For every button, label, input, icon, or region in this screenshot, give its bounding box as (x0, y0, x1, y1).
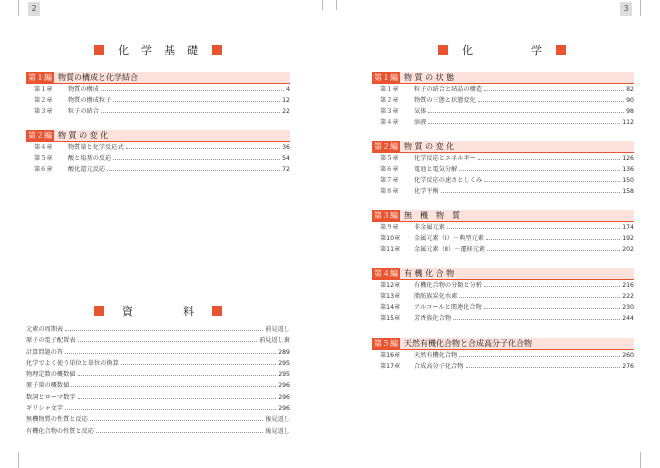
part-header (26, 130, 290, 142)
page-ref: 前見返し裏 (259, 337, 290, 345)
page-ref: 230 (622, 304, 634, 311)
page-ref: 244 (622, 315, 634, 322)
chapter-number: 第２章 (34, 97, 53, 104)
left-heading (94, 42, 222, 58)
toc-row[interactable] (26, 164, 290, 175)
page-ref: 136 (622, 166, 634, 173)
leader-dots (441, 187, 620, 193)
leader-dots (466, 362, 621, 368)
chapter-number: 第７章 (380, 177, 399, 184)
toc-row[interactable] (372, 186, 634, 197)
leader-dots (78, 370, 277, 376)
leader-dots (484, 85, 624, 91)
chapter-title: 溶液 (414, 119, 427, 126)
page-number-left: 2 (28, 2, 40, 16)
part-title: 物 質 の 状 態 (404, 73, 455, 82)
leader-dots (113, 154, 280, 160)
part-tag: 第５編 (374, 339, 398, 348)
part-title: 物 質 の 変 化 (58, 131, 109, 140)
chapter-number: 第17章 (380, 363, 401, 370)
leader-dots (121, 359, 276, 365)
chapter-title: 酸と塩基の反応 (68, 155, 112, 162)
square-bullet-icon (438, 45, 448, 55)
chapter-title: 粒子の結合 (68, 108, 99, 115)
leader-dots (478, 96, 624, 102)
chapter-number: 第11章 (380, 246, 401, 253)
page-ref: 54 (282, 155, 290, 162)
part-tag: 第３編 (374, 211, 398, 220)
leader-dots (428, 118, 620, 124)
chapter-number: 第８章 (380, 188, 399, 195)
chapter-title: 物質量と化学反応式 (68, 144, 124, 151)
heading-char: 基 (164, 44, 175, 57)
right-heading (438, 42, 566, 58)
chapter-title: 有機化合物の分類と分析 (414, 282, 483, 289)
leader-dots (113, 96, 280, 102)
heading-char: 資 (122, 305, 133, 318)
leader-dots (486, 234, 620, 240)
page-ref: 前見返し (265, 326, 290, 333)
chapter-title: 物質の三態と状態変化 (414, 97, 476, 104)
square-bullet-icon (212, 45, 222, 55)
part-header (26, 72, 290, 84)
leader-dots (459, 351, 620, 357)
leader-dots (126, 143, 280, 149)
page-ref: 295 (278, 359, 290, 367)
page-ref: 296 (278, 393, 290, 401)
reference-row[interactable] (26, 335, 290, 346)
toc-row[interactable] (372, 233, 634, 244)
toc-row[interactable] (372, 350, 634, 361)
leader-dots (78, 393, 277, 399)
chapter-number: 第２章 (380, 97, 399, 104)
crop-mark (640, 452, 641, 468)
reference-title: 物理定数の概数値 (26, 371, 76, 379)
page-ref: 295 (278, 371, 290, 379)
chapter-title: 化学平衡 (414, 188, 439, 195)
chapter-title: 天然有機化合物 (414, 352, 458, 359)
chapter-title: 物質の構成 (68, 86, 99, 93)
chapter-title: 電池と電気分解 (414, 166, 458, 173)
reference-list (26, 324, 290, 437)
reference-title: 無機物質の性質と反応 (26, 416, 88, 424)
chapter-number: 第16章 (380, 352, 401, 359)
square-bullet-icon (94, 306, 104, 316)
left-part-1 (26, 72, 290, 117)
reference-row[interactable] (26, 403, 290, 414)
reference-title: 数詞とローマ数字 (26, 393, 76, 401)
part-header (372, 210, 634, 222)
right-part-2 (372, 141, 634, 197)
page-number-right: 3 (620, 2, 632, 16)
chapter-number: 第４章 (380, 119, 399, 126)
toc-row[interactable] (26, 95, 290, 106)
toc-row[interactable] (372, 117, 634, 128)
leader-dots (101, 85, 284, 91)
reference-row[interactable] (26, 426, 290, 437)
chapter-title: 粒子の結合と結晶の構造 (414, 86, 483, 93)
chapter-number: 第４章 (34, 144, 53, 151)
reference-heading (94, 303, 222, 319)
part-header (372, 268, 634, 280)
toc-row[interactable] (372, 153, 634, 164)
toc-row[interactable] (372, 95, 634, 106)
right-part-5 (372, 338, 634, 372)
page-ref: 276 (622, 363, 634, 370)
reference-title: 元素の周期表 (26, 326, 64, 333)
heading-char: 学 (531, 44, 542, 57)
chapter-title: 金属元素（Ⅰ）－典型元素 (414, 235, 484, 242)
chapter-number: 第５章 (34, 155, 53, 162)
leader-dots (71, 381, 276, 387)
chapter-number: 第１章 (34, 86, 53, 93)
toc-row[interactable] (372, 280, 634, 291)
chapter-title: 物質の構成粒子 (68, 97, 112, 104)
page-ref: 260 (622, 352, 634, 359)
leader-dots (96, 427, 263, 433)
toc-row[interactable] (26, 84, 290, 95)
page-ref: 289 (278, 348, 290, 356)
right-part-4 (372, 268, 634, 324)
leader-dots (78, 336, 258, 342)
page-ref: 後見返し (265, 427, 290, 435)
page-ref: 22 (282, 108, 290, 115)
leader-dots (484, 176, 620, 182)
part-tag: 第１編 (374, 73, 398, 82)
part-tag: 第２編 (28, 131, 52, 140)
left-part-2 (26, 130, 290, 175)
leader-dots (447, 223, 620, 229)
chapter-title: 非金属元素 (414, 224, 445, 231)
chapter-number: 第３章 (34, 108, 53, 115)
chapter-number: 第15章 (380, 315, 401, 322)
page-ref: 4 (286, 86, 290, 93)
chapter-number: 第13章 (380, 293, 401, 300)
part-title: 有 機 化 合 物 (404, 269, 455, 278)
reference-title: 原子量の概数値 (26, 382, 70, 390)
leader-dots (459, 292, 620, 298)
page-ref: 12 (282, 97, 290, 104)
toc-row[interactable] (372, 313, 634, 324)
part-title: 天然有機化合物と合成高分子化合物 (404, 339, 532, 348)
toc-row[interactable] (26, 142, 290, 153)
leader-dots (484, 281, 620, 287)
page-ref: 90 (626, 97, 634, 104)
reference-row[interactable] (26, 324, 290, 335)
crop-mark (18, 452, 19, 468)
toc-row[interactable] (372, 302, 634, 313)
reference-title: 原子の電子配置表 (26, 337, 76, 345)
page-ref: 158 (622, 188, 634, 195)
leader-dots (484, 303, 620, 309)
leader-dots (101, 107, 280, 113)
toc-row[interactable] (372, 175, 634, 186)
leader-dots (478, 154, 620, 160)
page-ref: 192 (622, 235, 634, 242)
part-title: 物 質 の 変 化 (404, 142, 455, 151)
reference-row[interactable] (26, 347, 290, 358)
toc-row[interactable] (372, 222, 634, 233)
chapter-number: 第14章 (380, 304, 401, 311)
page-ref: 72 (282, 166, 290, 173)
right-part-1 (372, 72, 634, 128)
reference-row[interactable] (26, 358, 290, 369)
page-ref: 222 (622, 293, 634, 300)
part-header (372, 72, 634, 84)
chapter-title: 気体 (414, 108, 427, 115)
page-ref: 296 (278, 382, 290, 390)
page-ref: 36 (282, 144, 290, 151)
reference-row[interactable] (26, 369, 290, 380)
reference-row[interactable] (26, 414, 290, 425)
chapter-title: 合成高分子化合物 (414, 363, 464, 370)
page-ref: 112 (622, 119, 634, 126)
crop-mark (640, 0, 641, 16)
leader-dots (65, 325, 263, 331)
leader-dots (453, 314, 620, 320)
page-ref: 126 (622, 155, 634, 162)
chapter-title: 金属元素（Ⅱ）－遷移元素 (414, 246, 486, 253)
part-header (372, 141, 634, 153)
part-header (372, 338, 634, 350)
crop-mark (322, 0, 323, 10)
toc-row[interactable] (372, 106, 634, 117)
heading-char: 化 (118, 44, 129, 57)
chapter-number: 第６章 (34, 166, 53, 173)
part-title: 無 機 物 質 (404, 211, 460, 220)
part-tag: 第２編 (374, 142, 398, 151)
reference-title: 計算問題の答 (26, 348, 64, 356)
crop-mark (18, 0, 19, 16)
toc-row[interactable] (372, 84, 634, 95)
toc-row[interactable] (372, 244, 634, 255)
toc-row[interactable] (26, 153, 290, 164)
chapter-title: アルコールと関連化合物 (414, 304, 482, 311)
page-ref: 202 (622, 246, 634, 253)
leader-dots (90, 415, 263, 421)
page-ref: 後見返し (265, 416, 290, 424)
heading-char: 学 (141, 44, 152, 57)
page-ref: 150 (622, 177, 634, 184)
square-bullet-icon (212, 306, 222, 316)
heading-char: 料 (183, 305, 194, 318)
chapter-title: 化学反応の速さとしくみ (414, 177, 483, 184)
page-ref: 98 (626, 108, 634, 115)
square-bullet-icon (94, 45, 104, 55)
toc-row[interactable] (372, 164, 634, 175)
reference-row[interactable] (26, 392, 290, 403)
leader-dots (107, 165, 280, 171)
chapter-number: 第10章 (380, 235, 401, 242)
chapter-number: 第５章 (380, 155, 399, 162)
right-part-3 (372, 210, 634, 255)
chapter-title: 酸化還元反応 (68, 166, 106, 173)
part-tag: 第１編 (28, 73, 52, 82)
page-ref: 296 (278, 405, 290, 413)
reference-title: 有機化合物の性質と反応 (26, 427, 95, 435)
leader-dots (459, 165, 620, 171)
toc-row[interactable] (372, 361, 634, 372)
leader-dots (65, 348, 276, 354)
chapter-number: 第６章 (380, 166, 399, 173)
reference-title: ギリシャ文字 (26, 405, 64, 413)
heading-char: 礎 (187, 44, 198, 57)
chapter-title: 芳香族化合物 (414, 315, 452, 322)
reference-title: 化学でよく使う単位と単位の換算 (26, 359, 119, 367)
page-ref: 216 (622, 282, 634, 289)
page-ref: 82 (626, 86, 634, 93)
leader-dots (428, 107, 624, 113)
part-title: 物質の構成と化学結合 (58, 73, 138, 82)
reference-row[interactable] (26, 380, 290, 391)
heading-char: 化 (462, 44, 473, 57)
page-ref: 174 (622, 224, 634, 231)
chapter-number: 第９章 (380, 224, 399, 231)
chapter-title: 化学反応とエネルギー (414, 155, 476, 162)
square-bullet-icon (556, 45, 566, 55)
toc-row[interactable] (372, 291, 634, 302)
chapter-number: 第３章 (380, 108, 399, 115)
chapter-number: 第１章 (380, 86, 399, 93)
toc-row[interactable] (26, 106, 290, 117)
chapter-title: 脂肪族炭化水素 (414, 293, 458, 300)
leader-dots (65, 404, 276, 410)
chapter-number: 第12章 (380, 282, 401, 289)
crop-mark (336, 0, 337, 10)
leader-dots (487, 245, 620, 251)
part-tag: 第４編 (374, 269, 398, 278)
